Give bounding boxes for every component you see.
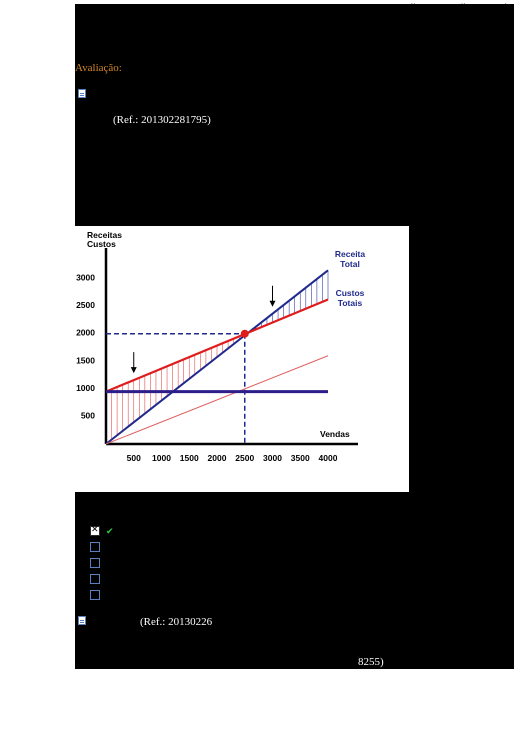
x-axis-label: Vendas <box>320 429 350 439</box>
y-tick-label: 1000 <box>76 382 95 393</box>
y-tick-label: 500 <box>80 410 95 421</box>
x-tick-label: 4000 <box>318 453 338 463</box>
document-icon[interactable] <box>78 89 86 98</box>
chart-svg <box>75 226 409 492</box>
arrow-head <box>131 367 137 373</box>
series-label: Receita <box>334 249 366 259</box>
series-line <box>106 300 328 392</box>
y-axis-label: Custos <box>87 239 116 249</box>
answer-option-checkbox[interactable] <box>90 574 100 584</box>
answer-option-checkbox[interactable] <box>90 558 100 568</box>
y-tick-label: 2000 <box>76 327 95 338</box>
break-even-chart <box>75 226 409 492</box>
x-tick-label: 1000 <box>152 453 171 463</box>
x-tick-label: 2500 <box>235 453 255 463</box>
series-label: Totais <box>337 298 363 308</box>
break-even-point <box>241 330 249 338</box>
answer-option-checkbox[interactable] <box>90 542 100 552</box>
y-tick-label: 3000 <box>76 272 95 283</box>
correct-answer-icon: ✔ <box>106 527 114 537</box>
arrow-head <box>270 301 276 307</box>
question-ref: (Ref.: 201302281795) <box>113 114 211 126</box>
x-tick-label: 3000 <box>263 453 282 463</box>
answer-option-checkbox[interactable] <box>90 590 100 600</box>
x-tick-label: 3500 <box>290 453 310 463</box>
series-line <box>106 270 328 444</box>
question-ref: (Ref.: 20130226 <box>140 616 213 628</box>
x-tick-label: 2000 <box>207 453 227 463</box>
document-icon[interactable] <box>78 616 86 625</box>
answer-option-checkbox[interactable] <box>90 526 100 536</box>
y-tick-label: 2500 <box>76 300 95 311</box>
avaliacao-label: Avaliação: <box>75 62 122 74</box>
y-axis-label: Receitas <box>87 230 122 240</box>
x-tick-label: 1500 <box>179 453 199 463</box>
series-label: Custos <box>335 288 365 298</box>
question-ref-continued: 8255) <box>358 656 384 668</box>
series-label: Total <box>340 259 360 269</box>
y-tick-label: 1500 <box>76 355 95 366</box>
x-tick-label: 500 <box>126 453 141 463</box>
